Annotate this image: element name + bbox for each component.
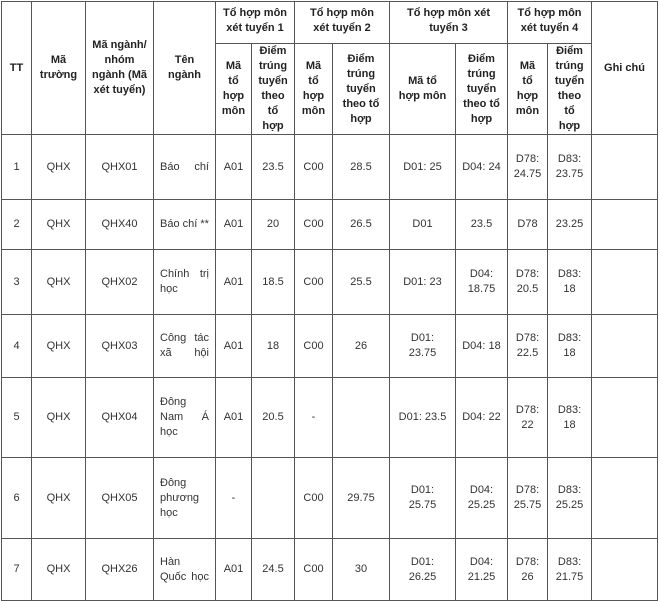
table-row <box>2 250 658 315</box>
cell-ghi-chu <box>592 250 658 315</box>
cell-diem-2: 26 <box>333 315 390 378</box>
cell-diem-2 <box>333 378 390 458</box>
cell-to-hop-1: A01 <box>216 539 252 601</box>
cell-diem-3: D04: 24 <box>456 135 508 200</box>
cell-to-hop-4: D78: 24.75 <box>508 135 548 200</box>
cell-diem-3: D04: 18 <box>456 315 508 378</box>
header-ma-to-hop-3: Mã tổ hợp môn <box>390 44 456 135</box>
cell-diem-4: D83: 23.75 <box>548 135 592 200</box>
header-group-2: Tổ hợp môn xét tuyển 2 <box>295 2 390 44</box>
cell-tt: 4 <box>2 315 32 378</box>
cell-diem-4: D83: 25.25 <box>548 458 592 539</box>
cell-ten-nganh: Đông phương học <box>154 458 216 539</box>
table-row <box>2 135 658 200</box>
cell-ma-truong: QHX <box>32 458 86 539</box>
cell-to-hop-4: D78: 22 <box>508 378 548 458</box>
cell-diem-2: 30 <box>333 539 390 601</box>
header-ma-to-hop-1: Mã tổ hợp môn <box>216 44 252 135</box>
cell-to-hop-3: D01 <box>390 200 456 250</box>
cell-ma-nganh: QHX05 <box>86 458 154 539</box>
cell-to-hop-3: D01: 25 <box>390 135 456 200</box>
cell-to-hop-4: D78: 22.5 <box>508 315 548 378</box>
table-row <box>2 378 658 458</box>
header-diem-3: Điểm trúng tuyển theo tổ hợp <box>456 44 508 135</box>
cell-to-hop-1: A01 <box>216 135 252 200</box>
cell-to-hop-4: D78: 25.75 <box>508 458 548 539</box>
cell-ten-nganh: Báo chí <box>154 135 216 200</box>
cell-diem-1 <box>252 458 295 539</box>
cell-to-hop-4: D78 <box>508 200 548 250</box>
cell-ma-truong: QHX <box>32 135 86 200</box>
cell-ma-truong: QHX <box>32 378 86 458</box>
cell-tt: 1 <box>2 135 32 200</box>
cell-ma-truong: QHX <box>32 315 86 378</box>
cell-diem-3: D04: 22 <box>456 378 508 458</box>
cell-to-hop-2: C00 <box>295 200 333 250</box>
cell-to-hop-4: D78: 20.5 <box>508 250 548 315</box>
header-ma-to-hop-4: Mã tổ hợp môn <box>508 44 548 135</box>
cell-ma-nganh: QHX03 <box>86 315 154 378</box>
cell-to-hop-1: A01 <box>216 200 252 250</box>
header-diem-4: Điểm trúng tuyển theo tổ hợp <box>548 44 592 135</box>
header-diem-1: Điểm trúng tuyển theo tổ hợp <box>252 44 295 135</box>
header-group-3: Tổ hợp môn xét tuyển 3 <box>390 2 508 44</box>
header-ma-nganh: Mã ngành/ nhóm ngành (Mã xét tuyển) <box>86 2 154 135</box>
cell-tt: 2 <box>2 200 32 250</box>
cell-tt: 6 <box>2 458 32 539</box>
header-ma-to-hop-2: Mã tổ hợp môn <box>295 44 333 135</box>
cell-to-hop-3: D01: 25.75 <box>390 458 456 539</box>
header-group-1: Tổ hợp môn xét tuyển 1 <box>216 2 295 44</box>
cell-tt: 3 <box>2 250 32 315</box>
cell-ghi-chu <box>592 315 658 378</box>
cell-to-hop-2: C00 <box>295 250 333 315</box>
header-tt: TT <box>2 2 32 135</box>
cell-ghi-chu <box>592 539 658 601</box>
cell-ma-nganh: QHX01 <box>86 135 154 200</box>
table-row <box>2 539 658 601</box>
cell-diem-2: 28.5 <box>333 135 390 200</box>
cell-ghi-chu <box>592 135 658 200</box>
cell-diem-3: 23.5 <box>456 200 508 250</box>
cell-to-hop-2: C00 <box>295 539 333 601</box>
cell-diem-4: D83: 21.75 <box>548 539 592 601</box>
header-row-1 <box>2 2 658 44</box>
cell-diem-2: 25.5 <box>333 250 390 315</box>
cell-diem-4: 23.25 <box>548 200 592 250</box>
header-ten-nganh: Tên ngành <box>154 2 216 135</box>
cell-to-hop-1: A01 <box>216 378 252 458</box>
cell-to-hop-3: D01: 26.25 <box>390 539 456 601</box>
cell-ma-nganh: QHX40 <box>86 200 154 250</box>
header-ghi-chu: Ghi chú <box>592 2 658 135</box>
cell-ma-nganh: QHX02 <box>86 250 154 315</box>
header-diem-2: Điểm trúng tuyển theo tổ hợp <box>333 44 390 135</box>
cell-to-hop-2: - <box>295 378 333 458</box>
cell-ghi-chu <box>592 378 658 458</box>
cell-ten-nganh: Báo chí ** <box>154 200 216 250</box>
table-body <box>2 135 658 601</box>
cell-ma-truong: QHX <box>32 539 86 601</box>
cell-diem-4: D83: 18 <box>548 250 592 315</box>
cell-diem-3: D04: 21.25 <box>456 539 508 601</box>
cell-diem-2: 26.5 <box>333 200 390 250</box>
cell-to-hop-4: D78: 26 <box>508 539 548 601</box>
cell-tt: 5 <box>2 378 32 458</box>
cell-diem-1: 20.5 <box>252 378 295 458</box>
table-row <box>2 458 658 539</box>
cell-diem-2: 29.75 <box>333 458 390 539</box>
cell-diem-1: 18 <box>252 315 295 378</box>
cell-diem-1: 18.5 <box>252 250 295 315</box>
header-ma-truong: Mã trường <box>32 2 86 135</box>
cell-diem-4: D83: 18 <box>548 315 592 378</box>
cell-ten-nganh: Hàn Quốc học <box>154 539 216 601</box>
cell-ten-nganh: Chính trị học <box>154 250 216 315</box>
cell-tt: 7 <box>2 539 32 601</box>
cell-ghi-chu <box>592 458 658 539</box>
cell-diem-3: D04: 25.25 <box>456 458 508 539</box>
cell-ten-nganh: Công tác xã hội <box>154 315 216 378</box>
table-row <box>2 200 658 250</box>
cell-diem-3: D04: 18.75 <box>456 250 508 315</box>
cell-ma-nganh: QHX26 <box>86 539 154 601</box>
cell-diem-1: 23.5 <box>252 135 295 200</box>
cell-diem-1: 20 <box>252 200 295 250</box>
header-group-4: Tổ hợp môn xét tuyển 4 <box>508 2 592 44</box>
cell-diem-1: 24.5 <box>252 539 295 601</box>
cell-diem-4: D83: 18 <box>548 378 592 458</box>
cell-to-hop-2: C00 <box>295 135 333 200</box>
cell-to-hop-3: D01: 23.75 <box>390 315 456 378</box>
cell-to-hop-2: C00 <box>295 458 333 539</box>
table-row <box>2 315 658 378</box>
cell-to-hop-3: D01: 23.5 <box>390 378 456 458</box>
cell-ghi-chu <box>592 200 658 250</box>
cell-ten-nganh: Đông Nam Á học <box>154 378 216 458</box>
cell-to-hop-1: A01 <box>216 250 252 315</box>
cell-ma-nganh: QHX04 <box>86 378 154 458</box>
admission-scores-table <box>1 1 658 601</box>
cell-ma-truong: QHX <box>32 200 86 250</box>
cell-to-hop-2: C00 <box>295 315 333 378</box>
cell-to-hop-1: - <box>216 458 252 539</box>
cell-ma-truong: QHX <box>32 250 86 315</box>
cell-to-hop-1: A01 <box>216 315 252 378</box>
cell-to-hop-3: D01: 23 <box>390 250 456 315</box>
